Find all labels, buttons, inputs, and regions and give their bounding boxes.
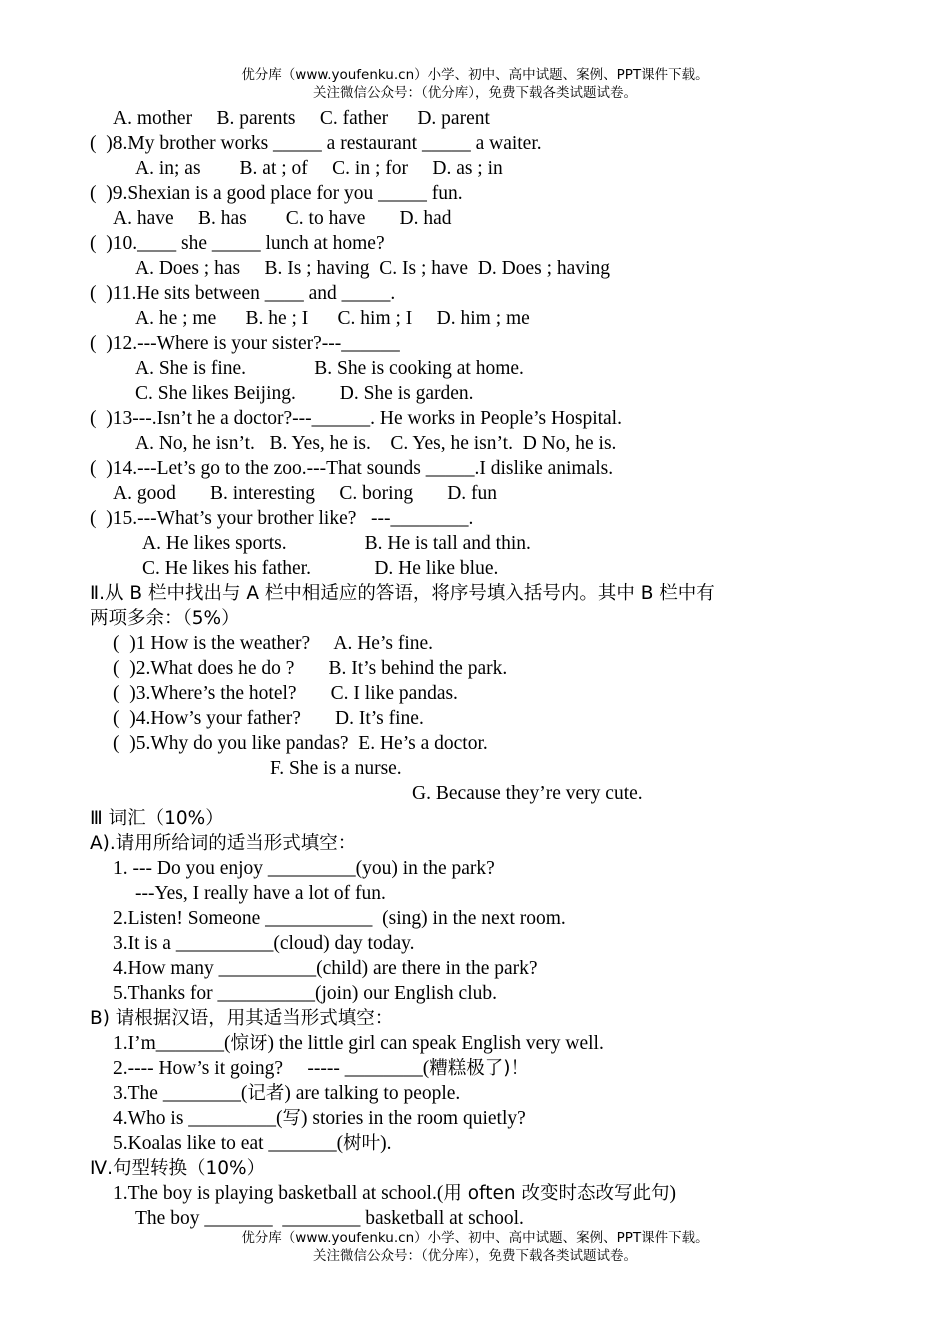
q9-options: A. have B. has C. to have D. had <box>113 208 452 229</box>
q12-options-cd: C. She likes Beijing. D. She is garden. <box>135 383 474 404</box>
section2-option-g: G. Because they’re very cute. <box>412 783 643 804</box>
b5-post: ). <box>380 1133 392 1154</box>
section3-a1-line1: 1. --- Do you enjoy _________(you) in the park? <box>113 858 495 879</box>
section2-item-5: ( )5.Why do you like pandas? E. He’s a doctor. <box>113 733 488 754</box>
section2-option-f: F. She is a nurse. <box>270 758 402 779</box>
b2-pre: 2.---- How’s it going? ----- ________( <box>113 1058 430 1079</box>
b1-chinese-hint: 惊讶 <box>230 1033 268 1054</box>
q15-options-ab: A. He likes sports. B. He is tall and thin. <box>142 533 531 554</box>
b1-pre: 1.I’m_______( <box>113 1033 231 1054</box>
q7-options: A. mother B. parents C. father D. parent <box>113 108 490 129</box>
q11-options: A. he ; me B. he ; I C. him ; I D. him ; me <box>135 308 530 329</box>
q1-pre: 1.The boy is playing basketball at school.( <box>113 1183 444 1204</box>
q15-stem: ( )15.---What’s your brother like? ---________. <box>90 508 474 529</box>
q9-stem: ( )9.Shexian is a good place for you _____ fun. <box>90 183 463 204</box>
b4-chinese-hint: 写 <box>282 1108 302 1129</box>
section3-a5: 5.Thanks for __________(join) our English club. <box>113 983 497 1004</box>
section2-title-line1: Ⅱ.从 B 栏中找出与 A 栏中相适应的答语，将序号填入括号内。其中 B 栏中有 <box>90 583 715 604</box>
footer-line-1: 优分库（www.youfenku.cn）小学、初中、高中试题、案例、PPT课件下载。 <box>241 1230 709 1246</box>
b2-chinese-hint: 糟糕极了)！ <box>429 1058 529 1079</box>
section2-item-4: ( )4.How’s your father? D. It’s fine. <box>113 708 424 729</box>
section3-b3 <box>113 1081 460 1106</box>
b4-pre: 4.Who is _________( <box>113 1108 283 1129</box>
section2-item-2: ( )2.What does he do ? B. It’s behind the park. <box>113 658 508 679</box>
section3-a4: 4.How many __________(child) are there in the park? <box>113 958 538 979</box>
q14-stem: ( )14.---Let’s go to the zoo.---That sounds _____.I dislike animals. <box>90 458 614 479</box>
b3-chinese-hint: 记者 <box>247 1083 285 1104</box>
b1-post: ) the little girl can speak English very well. <box>267 1033 604 1054</box>
q12-options-ab: A. She is fine. B. She is cooking at home. <box>135 358 524 379</box>
header-line-1: 优分库（www.youfenku.cn）小学、初中、高中试题、案例、PPT课件下载。 <box>241 67 709 83</box>
section3-a2: 2.Listen! Someone ___________ (sing) in the next room. <box>113 908 566 929</box>
section3-title: Ⅲ 词汇（10%） <box>90 808 224 829</box>
section4-q1-answer: The boy _______ ________ basketball at school. <box>135 1208 524 1229</box>
q1-post: ) <box>669 1183 676 1204</box>
q10-stem: ( )10.____ she _____ lunch at home? <box>90 233 385 254</box>
b3-pre: 3.The ________( <box>113 1083 248 1104</box>
b5-pre: 5.Koalas like to eat _______( <box>113 1133 344 1154</box>
section3-b5 <box>113 1131 392 1156</box>
q11-stem: ( )11.He sits between ____ and _____. <box>90 283 396 304</box>
section4-q1 <box>113 1181 676 1206</box>
q10-options: A. Does ; has B. Is ; having C. Is ; have D. Does ; having <box>135 258 610 279</box>
b4-post: ) stories in the room quietly? <box>301 1108 526 1129</box>
q8-stem: ( )8.My brother works _____ a restaurant _____ a waiter. <box>90 133 542 154</box>
section4-title: Ⅳ.句型转换（10%） <box>90 1158 266 1179</box>
q12-stem: ( )12.---Where is your sister?---______ <box>90 333 400 354</box>
section3-b1 <box>113 1031 604 1056</box>
section3-a1-line2: ---Yes, I really have a lot of fun. <box>135 883 386 904</box>
q14-options: A. good B. interesting C. boring D. fun <box>113 483 498 504</box>
section3-a3: 3.It is a __________(cloud) day today. <box>113 933 415 954</box>
b5-chinese-hint: 树叶 <box>343 1133 381 1154</box>
q13-stem: ( )13---.Isn’t he a doctor?---______. He works in People’s Hospital. <box>90 408 622 429</box>
footer-line-2: 关注微信公众号：（优分库），免费下载各类试题试卷。 <box>313 1248 637 1264</box>
section3-b4 <box>113 1106 526 1131</box>
section3-partB-title: B) 请根据汉语，用其适当形式填空： <box>90 1008 394 1029</box>
q13-options: A. No, he isn’t. B. Yes, he is. C. Yes, he isn’t. D No, he is. <box>135 433 617 454</box>
section2-item-1: ( )1 How is the weather? A. He’s fine. <box>113 633 434 654</box>
q15-options-cd: C. He likes his father. D. He like blue. <box>142 558 499 579</box>
section2-title-line2: 两项多余：（5%） <box>90 608 240 629</box>
q1-chinese-instruction: 用 often 改变时态改写此句 <box>443 1183 670 1204</box>
header-line-2: 关注微信公众号：（优分库），免费下载各类试题试卷。 <box>313 85 637 101</box>
section2-item-3: ( )3.Where’s the hotel? C. I like pandas. <box>113 683 458 704</box>
section3-partA-title: A).请用所给词的适当形式填空： <box>90 833 357 854</box>
section3-b2 <box>113 1056 529 1081</box>
b3-post: ) are talking to people. <box>284 1083 461 1104</box>
q8-options: A. in; as B. at ; of C. in ; for D. as ; in <box>135 158 503 179</box>
